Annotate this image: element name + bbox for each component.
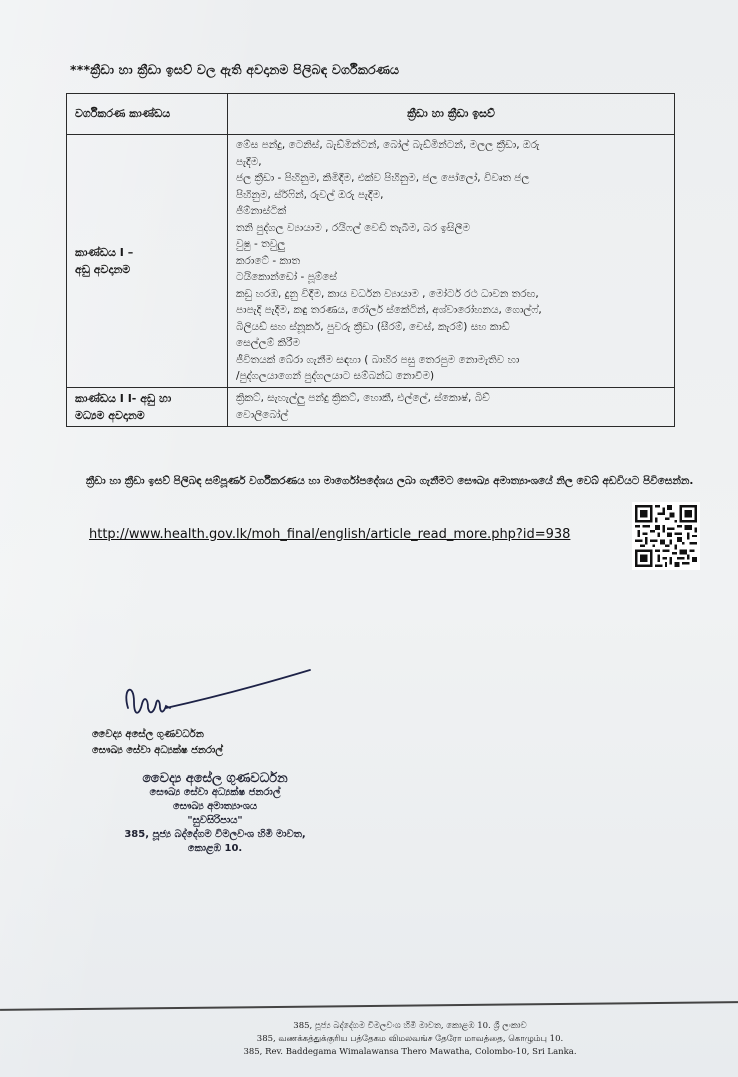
official-stamp	[80, 772, 350, 856]
sport-line: කරාටේ - කාත	[236, 254, 300, 267]
category-risk: මධ්‍යම අවදානම	[75, 408, 145, 422]
sport-line: පිහිනුම, ස්ර්ෆින්, රුවල් ඔරු පැදීම,	[236, 188, 384, 201]
sport-line: ජීවිතයක් බේරා ගැනීම සඳහා ( බාහිර පසු තෙරපුම නොමැතිව හා	[236, 353, 520, 366]
table-header-sports: ක්‍රීඩා හා ක්‍රීඩා ඉසව්	[228, 94, 675, 135]
sport-line: සෙල්ලම් කිරීම	[236, 337, 301, 349]
stamp-city: කොළඹ 10.	[187, 843, 243, 854]
table-row	[67, 135, 675, 388]
sports-cell	[228, 135, 675, 388]
handwritten-signature	[110, 668, 330, 738]
sport-line: තනි පුද්ගල ව්‍යායාම , රයිෆල් වෙඩි තැබීම, බර ඉසිලීම	[236, 221, 471, 234]
table-header-row	[67, 94, 675, 135]
sport-line: ක්‍රිකට්, සැහැල්ලු පන්දු ක්‍රිකට්, හොකී, එල්ලේ, ස්කොෂ්, බිච්	[236, 392, 490, 404]
sport-line: කඩු හරඹ, දුනු විදීම, කාය වර්ධන ව්‍යායාම , මෝටර් රථ ධාවන තරඟ,	[236, 287, 539, 300]
stamp-ministry: සෞඛ්‍ය අමාත්‍යාංශය	[172, 801, 258, 812]
signatory-title: සෞඛ්‍ය සේවා අධ්‍යක්ෂ ජනරාල්	[92, 745, 223, 756]
category-cell	[67, 135, 228, 388]
signatory-name: වෛද්‍ය අසේල ගුණවර්ධන	[92, 729, 204, 740]
category-name: කාණ්ඩය I I- අඩු හා	[75, 391, 172, 405]
sport-line: පාපැදි පැදීම, කඳු තරණය, රෝලර් ස්කේටින්, අශ්වාරෝහනය, ගොල්ෆ්,	[236, 304, 542, 316]
stamp-title: සෞඛ්‍ය සේවා අධ්‍යක්ෂ ජනරාල්	[149, 787, 281, 798]
sport-line: වුෂු - තවුලු	[236, 238, 286, 250]
sport-line: වොලිබෝල්	[236, 408, 289, 421]
sports-cell	[228, 387, 675, 426]
footer-divider	[0, 1001, 738, 1010]
footer-address-tamil: 385, வணக்கத்துக்குரிய பத்தேகம விமலவங்ச தேரோ மாவத்தை, கொழும்பு 10.	[256, 1034, 564, 1044]
sport-line: බිලියඩ් සහ ස්නූකර්, පුවරු ක්‍රීඩා (සීරම්, චෙස්, කැරම්) සහ කාඩ්	[236, 320, 510, 333]
sport-line: ටයිකොන්ඩෝ - පූම්සේ	[236, 271, 337, 283]
footer-address-sinhala: 385, පූජ්‍ය බද්දේගම විමලවංශ හිමි මාවත, කොළඹ 10. ශ්‍රී ලංකාව	[293, 1021, 527, 1031]
category-cell	[67, 387, 228, 426]
table-header-category: වර්ගීකරණ කාණ්ඩය	[67, 94, 228, 135]
category-risk: අඩු අවදානම	[75, 262, 131, 276]
stamp-name: වෛද්‍ය අසේල ගුණවර්ධන	[142, 771, 288, 786]
sport-line: ජිම්නාස්ටික්	[236, 205, 287, 217]
table-row	[67, 387, 675, 426]
stamp-building: "සුවසිරිපාය"	[187, 815, 243, 826]
sport-line: මේස පන්දු, ටෙනිස්, බැඩ්මින්ටන්, බෝල් බැඩ්මින්ටන්, මලල ක්‍රීඩා, ඔරු	[236, 139, 540, 151]
category-name: කාණ්ඩය I –	[75, 245, 134, 259]
risk-classification-table	[66, 93, 675, 427]
guideline-note: ක්‍රීඩා හා ක්‍රීඩා ඉසව් පිලිබඳ සම්පූර්ණ වර්ගීකරණය හා මාර්ගෝපදේශය ලබා ගැනීමට සෞඛ්‍ය අමාත්‍යාංශයේ නිල වෙබ් අඩවියට පිවිසෙන්න.	[86, 475, 694, 487]
document-heading: ***ක්‍රීඩා හා ක්‍රීඩා ඉසව් වල ඇති අවදානම පිලිබඳ වර්ගීකරණය	[70, 62, 400, 77]
footer-address-english: 385, Rev. Baddegama Wimalawansa Thero Mawatha, Colombo-10, Sri Lanka.	[243, 1047, 577, 1057]
sport-line: /පුද්ගලයාගෙන් පුද්ගලයාට සම්බන්ධ නොවීම)	[236, 370, 435, 382]
qr-code-icon	[632, 502, 700, 570]
ministry-website-link[interactable]: http://www.health.gov.lk/moh_final/english/article_read_more.php?id=938	[89, 527, 571, 542]
footer-address	[150, 1020, 670, 1059]
sport-line: ජල ක්‍රීඩා - පිහිනුම, කිමිදීම, එක්ව පිහිනුම, ජල පෝලෝ, විවෘත ජල	[236, 172, 530, 184]
sport-line: පැදීම,	[236, 155, 262, 168]
stamp-address: 385, පූජ්‍ය බද්දේගම විමලවංශ හිමි මාවත,	[124, 829, 306, 840]
